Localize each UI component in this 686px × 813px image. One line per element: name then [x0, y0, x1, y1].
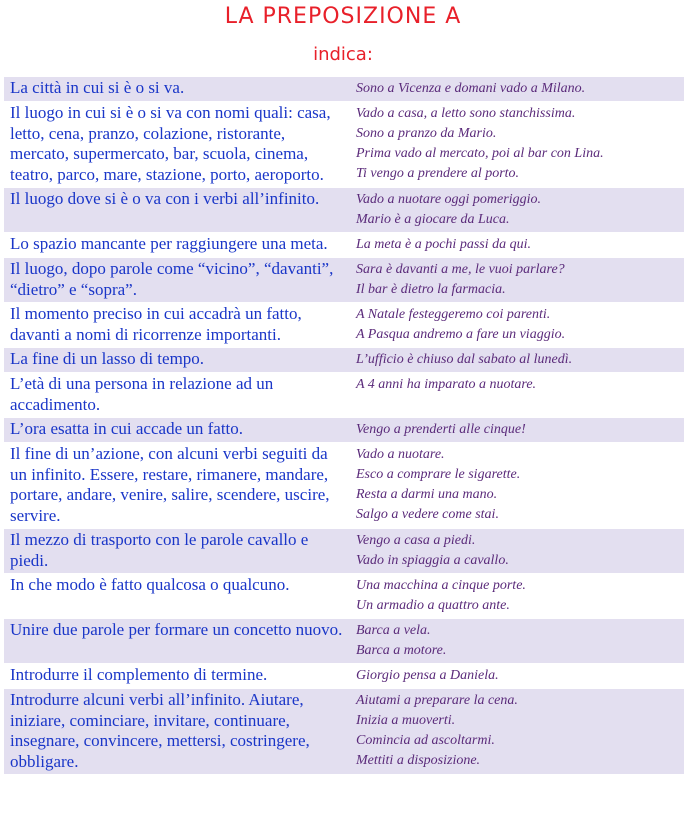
example-sentence: Il bar è dietro la farmacia.	[356, 282, 506, 297]
example-sentence: Resta a darmi una mano.	[356, 487, 498, 502]
page-subtitle: indica:	[313, 44, 373, 65]
table-row	[4, 233, 684, 258]
definition-cell: La fine di un lasso di tempo.	[4, 348, 350, 373]
example-sentence: Prima vado al mercato, poi al bar con Lina.	[356, 146, 604, 161]
examples-cell	[350, 77, 684, 102]
example-sentence: Vado in spiaggia a cavallo.	[356, 553, 509, 568]
table-row	[4, 619, 684, 664]
example-sentence: Giorgio pensa a Daniela.	[356, 668, 499, 683]
example-sentence: Vado a casa, a letto sono stanchissima.	[356, 106, 576, 121]
examples-cell	[350, 619, 684, 664]
example-sentence: Sono a pranzo da Mario.	[356, 126, 497, 141]
example-sentence: La meta è a pochi passi da qui.	[356, 237, 531, 252]
table-row	[4, 258, 684, 303]
definition-cell: Lo spazio mancante per raggiungere una meta.	[4, 233, 350, 258]
example-sentence: Inizia a muoverti.	[356, 713, 456, 728]
example-sentence: A Pasqua andremo a fare un viaggio.	[356, 327, 566, 342]
examples-cell	[350, 188, 684, 233]
definition-cell: In che modo è fatto qualcosa o qualcuno.	[4, 574, 350, 619]
definition-cell: Il luogo, dopo parole come “vicino”, “davanti”, “dietro” e “sopra”.	[4, 258, 350, 303]
examples-cell	[350, 373, 684, 418]
table-row	[4, 348, 684, 373]
example-sentence: A 4 anni ha imparato a nuotare.	[356, 377, 537, 392]
example-sentence: Ti vengo a prendere al porto.	[356, 166, 520, 181]
table-row	[4, 664, 684, 689]
example-sentence: Barca a motore.	[356, 643, 447, 658]
example-sentence: Vado a nuotare oggi pomeriggio.	[356, 192, 541, 207]
definition-cell: L’età di una persona in relazione ad un accadimento.	[4, 373, 350, 418]
table-row	[4, 689, 684, 775]
table-row	[4, 102, 684, 188]
definition-cell: Il fine di un’azione, con alcuni verbi seguiti da un infinito. Essere, restare, rimanere, mandare, portare, andare, venire, salire, scendere, uscire, servire.	[4, 443, 350, 529]
example-sentence: Mettiti a disposizione.	[356, 753, 481, 768]
examples-cell	[350, 529, 684, 574]
examples-cell	[350, 574, 684, 619]
example-sentence: A Natale festeggeremo coi parenti.	[356, 307, 551, 322]
example-sentence: Barca a vela.	[356, 623, 431, 638]
examples-cell	[350, 418, 684, 443]
example-sentence: Aiutami a preparare la cena.	[356, 693, 518, 708]
table-row	[4, 529, 684, 574]
table-row	[4, 303, 684, 348]
definition-cell: Il luogo dove si è o va con i verbi all’infinito.	[4, 188, 350, 233]
table-row	[4, 443, 684, 529]
example-sentence: Vengo a casa a piedi.	[356, 533, 476, 548]
examples-cell	[350, 348, 684, 373]
table-row	[4, 574, 684, 619]
table-row	[4, 418, 684, 443]
example-sentence: Un armadio a quattro ante.	[356, 598, 510, 613]
example-sentence: Mario è a giocare da Luca.	[356, 212, 510, 227]
definition-cell: L’ora esatta in cui accade un fatto.	[4, 418, 350, 443]
examples-cell	[350, 258, 684, 303]
preposition-table	[4, 77, 684, 775]
definition-cell: Introdurre alcuni verbi all’infinito. Aiutare, iniziare, cominciare, invitare, continuare, insegnare, convincere, mettersi, costringere, obbligare.	[4, 689, 350, 775]
example-sentence: Sono a Vicenza e domani vado a Milano.	[356, 81, 586, 96]
example-sentence: L’ufficio è chiuso dal sabato al lunedì.	[356, 352, 573, 367]
page-title: LA PREPOSIZIONE A	[224, 4, 462, 29]
example-sentence: Esco a comprare le sigarette.	[356, 467, 521, 482]
definition-cell: La città in cui si è o si va.	[4, 77, 350, 102]
table-row	[4, 77, 684, 102]
definition-cell: Introdurre il complemento di termine.	[4, 664, 350, 689]
example-sentence: Sara è davanti a me, le vuoi parlare?	[356, 262, 565, 277]
examples-cell	[350, 689, 684, 775]
examples-cell	[350, 664, 684, 689]
examples-cell	[350, 303, 684, 348]
examples-cell	[350, 233, 684, 258]
table-row	[4, 373, 684, 418]
example-sentence: Salgo a vedere come stai.	[356, 507, 499, 522]
definition-cell: Il mezzo di trasporto con le parole cavallo e piedi.	[4, 529, 350, 574]
table-row	[4, 188, 684, 233]
example-sentence: Comincia ad ascoltarmi.	[356, 733, 495, 748]
definition-cell: Il momento preciso in cui accadrà un fatto, davanti a nomi di ricorrenze importanti.	[4, 303, 350, 348]
examples-cell	[350, 443, 684, 529]
definition-cell: Il luogo in cui si è o si va con nomi quali: casa, letto, cena, pranzo, colazione, ristorante, mercato, supermercato, bar, scuola, cinema, teatro, parco, mare, stazione, porto, aeroporto.	[4, 102, 350, 188]
example-sentence: Vengo a prenderti alle cinque!	[356, 422, 526, 437]
definition-cell: Unire due parole per formare un concetto nuovo.	[4, 619, 350, 664]
examples-cell	[350, 102, 684, 188]
example-sentence: Vado a nuotare.	[356, 447, 445, 462]
example-sentence: Una macchina a cinque porte.	[356, 578, 526, 593]
